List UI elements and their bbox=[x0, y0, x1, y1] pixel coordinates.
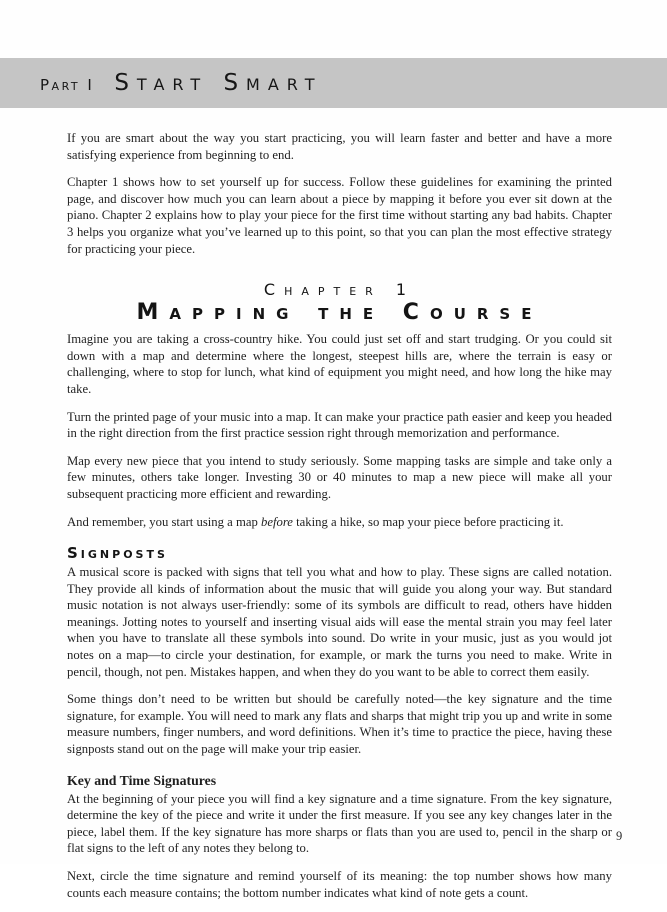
part-kicker: Part I bbox=[40, 76, 95, 94]
intro-paragraph-1: If you are smart about the way you start practicing, you will learn faster and better and have a more satisfying experience from beginning to end. bbox=[67, 131, 612, 162]
chapter-paragraph-4-pre: And remember, you start using a map bbox=[67, 514, 261, 529]
chapter-title: Mapping the Course bbox=[136, 300, 543, 326]
part-title: Start Smart bbox=[114, 70, 323, 96]
page-number: 9 bbox=[616, 829, 623, 843]
signposts-paragraph-1: A musical score is packed with signs that tell you what and how to play. These signs are called notation. They provide all kinds of information about the music that will guide you along your way. But standard music notation is not always user-friendly: some of its symbols are difficult to read, others have hidden meanings. Jotting notes to yourself and inserting visual aids will ease the mental strain you may feel later when you have to translate all these symbols into sound. Do write in your music, just as you would jot notes on a map—to circle your destination, for example, or mark the turns you need to make. Write in pencil, though, not pen. Mistakes happen, and when they do you want to be able to correct them easily. bbox=[67, 565, 612, 679]
chapter-paragraph-4 bbox=[67, 514, 612, 531]
chapter-paragraph-1: Imagine you are taking a cross-country hike. You could just set off and start trudging. Or you could sit down with a map and determine where the longest, steepest hills are, where the terrain is easy or challenging, where to stop for lunch, what kind of equipment you might need, and how long the hike may take. bbox=[67, 332, 612, 396]
chapter-paragraph-3: Map every new piece that you intend to study seriously. Some mapping tasks are simple and take only a few minutes, others take longer. Investing 30 or 40 minutes to map a new piece will make all your subsequent practicing more efficient and rewarding. bbox=[67, 453, 612, 501]
signposts-paragraph-2: Some things don’t need to be written but should be carefully noted—the key signature and the time signature, for example. You will need to mark any flats and sharps that might trip you up and write in some measure numbers, finger numbers, and word definitions. When it’s time to practice the piece, having these signposts stand out on the page will make your trip easier. bbox=[67, 692, 612, 757]
key-time-paragraph-1: At the beginning of your piece you will find a key signature and a time signature. From the key signature, determine the key of the piece and write it under the first measure. If you see any key changes later in the piece, label them. If the key signature has more sharps or flats than you are used to, pencil in the sharp or flat signs to the left of any notes they belong to. bbox=[67, 791, 612, 856]
chapter-paragraph-4-post: taking a hike, so map your piece before practicing it. bbox=[292, 514, 564, 529]
part-banner-text bbox=[40, 70, 323, 96]
key-time-paragraph-2: Next, circle the time signature and remind yourself of its meaning: the top number shows how many counts each measure contains; the bottom number indicates what kind of note gets a count. bbox=[67, 869, 612, 900]
section-heading-signposts: Signposts bbox=[67, 544, 168, 563]
page-body bbox=[67, 130, 612, 912]
chapter-paragraph-4-emphasis: before bbox=[261, 514, 293, 529]
part-banner bbox=[0, 58, 667, 108]
chapter-paragraph-2: Turn the printed page of your music into a map. It can make your practice path easier and keep you headed in the right direction from the first practice session right through memorization and performance. bbox=[67, 409, 612, 441]
chapter-kicker: Chapter 1 bbox=[263, 280, 416, 300]
chapter-heading bbox=[67, 281, 612, 325]
intro-paragraph-2: Chapter 1 shows how to set yourself up for success. Follow these guidelines for examining the printed page, and discover how much you can learn about a piece by mapping it before you ever sit down at the piano. Chapter 2 explains how to play your piece for the first time without starting any bad habits. Chapter 3 helps you organize what you’ve learned up to this point, so that you can plan the most effective strategy for practicing your piece. bbox=[67, 175, 612, 256]
subsection-heading-key-time: Key and Time Signatures bbox=[67, 772, 217, 788]
